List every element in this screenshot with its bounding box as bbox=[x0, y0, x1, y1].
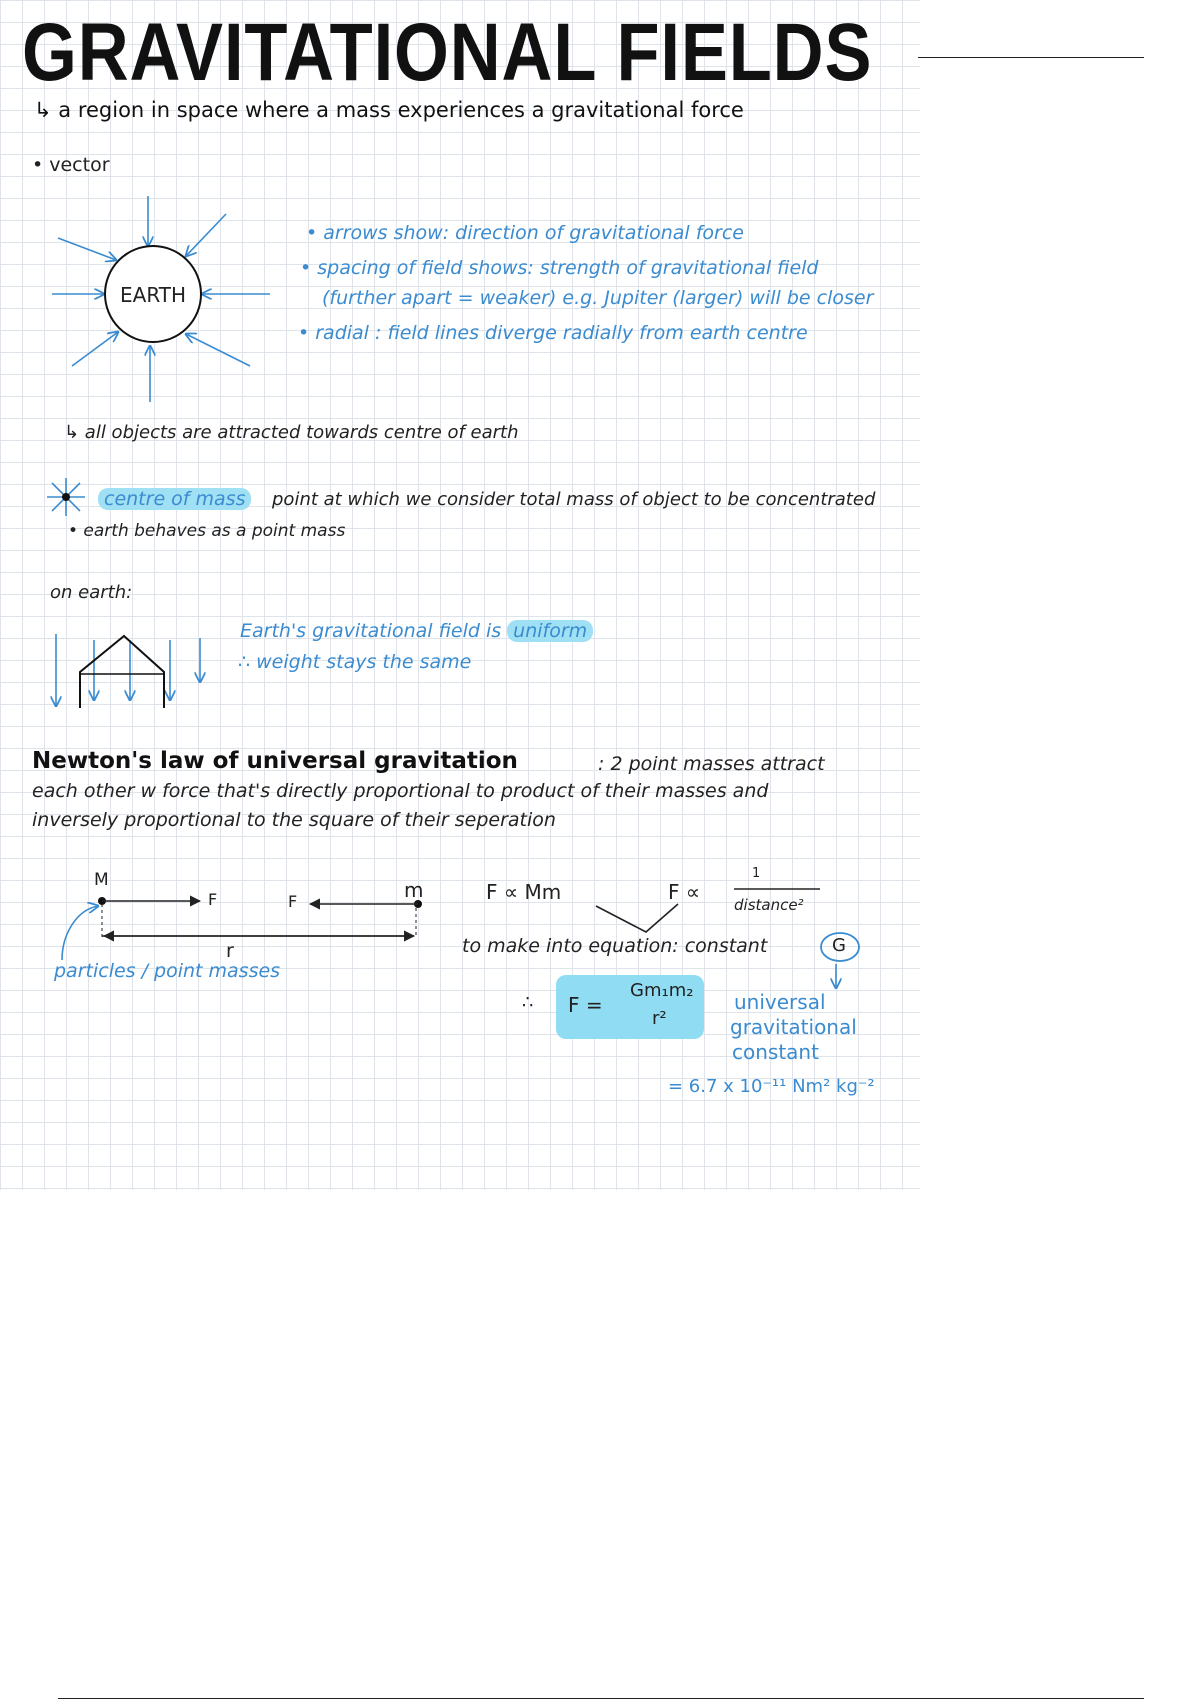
top-rule bbox=[918, 57, 1144, 58]
formula-denominator: r² bbox=[652, 1008, 667, 1029]
attracted-note: ↳ all objects are attracted towards centre of earth bbox=[64, 422, 519, 443]
fraction-numerator: 1 bbox=[752, 866, 761, 881]
centre-of-mass-term: centre of mass bbox=[98, 488, 251, 510]
constant-name-2: gravitational bbox=[730, 1015, 857, 1039]
earth-label: EARTH bbox=[120, 283, 187, 307]
G-symbol: G bbox=[832, 935, 846, 956]
equation-text: to make into equation: constant bbox=[462, 935, 768, 957]
centre-of-mass-definition: point at which we consider total mass of object to be concentrated bbox=[272, 489, 876, 510]
mass-M-label: M bbox=[94, 870, 109, 890]
vector-note: • vector bbox=[32, 154, 110, 176]
mass-m-label: m bbox=[404, 878, 424, 902]
constant-name-1: universal bbox=[734, 990, 826, 1014]
on-earth-label: on earth: bbox=[50, 582, 133, 603]
constant-name-3: constant bbox=[732, 1040, 819, 1064]
therefore-symbol: ∴ bbox=[522, 992, 534, 1013]
uniform-highlight: uniform bbox=[507, 620, 593, 642]
uniform-field-diagram bbox=[56, 634, 200, 708]
point-mass-diagram bbox=[62, 897, 422, 960]
fraction-denominator: distance² bbox=[734, 896, 804, 914]
field-note-arrows: • arrows show: direction of gravitational force bbox=[306, 222, 744, 244]
relation-f-mm: F ∝ Mm bbox=[486, 880, 562, 904]
newton-line2: each other w force that's directly proportional to product of their masses and bbox=[32, 780, 769, 802]
force-left-label: F bbox=[208, 890, 218, 909]
relation-f-prop: F ∝ bbox=[668, 880, 701, 904]
formula-numerator: Gm₁m₂ bbox=[630, 980, 694, 1001]
formula-F-equals: F = bbox=[568, 993, 603, 1017]
weight-same-note: ∴ weight stays the same bbox=[238, 651, 472, 673]
uniform-line bbox=[240, 620, 593, 642]
uniform-prefix: Earth's gravitational field is bbox=[240, 620, 502, 642]
separation-r-label: r bbox=[226, 940, 234, 962]
force-right-label: F bbox=[288, 892, 298, 911]
earth-point-mass-note: • earth behaves as a point mass bbox=[68, 521, 346, 541]
newton-heading: Newton's law of universal gravitation bbox=[32, 748, 518, 774]
star-icon bbox=[47, 478, 85, 516]
newton-line1: : 2 point masses attract bbox=[598, 753, 825, 775]
bottom-rule bbox=[58, 1698, 1144, 1699]
field-note-spacing: • spacing of field shows: strength of gravitational field bbox=[300, 257, 819, 279]
newton-line3: inversely proportional to the square of their seperation bbox=[32, 809, 556, 831]
field-note-radial: • radial : field lines diverge radially from earth centre bbox=[298, 322, 808, 344]
page-title: GRAVITATIONAL FIELDS bbox=[22, 7, 873, 98]
particles-label: particles / point masses bbox=[54, 960, 281, 982]
constant-value: = 6.7 x 10⁻¹¹ Nm² kg⁻² bbox=[668, 1076, 875, 1097]
field-note-further: (further apart = weaker) e.g. Jupiter (larger) will be closer bbox=[322, 287, 874, 309]
definition: ↳ a region in space where a mass experiences a gravitational force bbox=[34, 98, 744, 122]
